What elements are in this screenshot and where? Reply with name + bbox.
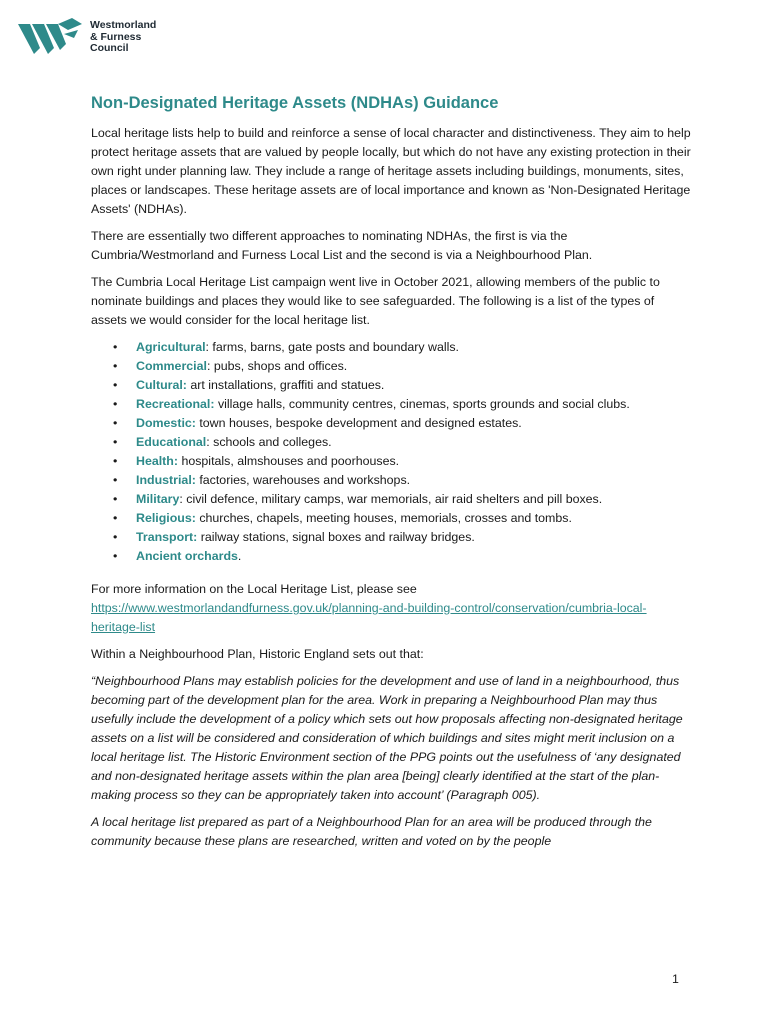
- local-heritage-list-link[interactable]: https://www.westmorlandandfurness.gov.uk/planning-and-building-control/conservation/cumbria-local-heritage-list: [91, 601, 647, 634]
- bullet-icon: •: [113, 473, 118, 487]
- bullet-icon: •: [113, 511, 118, 525]
- asset-desc: hospitals, almshouses and poorhouses.: [178, 454, 400, 468]
- bullet-icon: •: [113, 416, 118, 430]
- list-item: [91, 338, 691, 357]
- approaches-paragraph: There are essentially two different approaches to nominating NDHAs, the first is via the Cumbria/Westmorland and Furness Local List and the second is via a Neighbourhood Plan.: [91, 229, 593, 262]
- asset-desc: factories, warehouses and workshops.: [195, 473, 411, 487]
- bullet-icon: •: [113, 454, 118, 468]
- list-item: [91, 509, 691, 528]
- bullet-icon: •: [113, 359, 118, 373]
- asset-term: Agricultural: [136, 340, 206, 354]
- list-item: [91, 376, 691, 395]
- asset-term: Commercial: [136, 359, 207, 373]
- page-number: 1: [672, 972, 679, 986]
- asset-term: Ancient orchards: [136, 549, 238, 563]
- asset-desc: : civil defence, military camps, war memorials, air raid shelters and pill boxes.: [179, 492, 603, 506]
- asset-desc: town houses, bespoke development and designed estates.: [195, 416, 522, 430]
- asset-term: Transport:: [136, 530, 198, 544]
- bullet-icon: •: [113, 435, 118, 449]
- council-logo-icon: [18, 18, 84, 54]
- list-item: [91, 471, 691, 490]
- intro-paragraph: Local heritage lists help to build and reinforce a sense of local character and distinctiveness. They aim to help protect heritage assets that are valued by people locally, but which do not have any existing protection in their own right under planning law. They include a range of heritage assets including buildings, monuments, sites, places or landscapes. These heritage assets are of local importance and known as 'Non-Designated Heritage Assets' (NDHAs).: [91, 126, 691, 216]
- bullet-icon: •: [113, 492, 118, 506]
- list-item: [91, 490, 691, 509]
- asset-desc: village halls, community centres, cinemas, sports grounds and social clubs.: [214, 397, 630, 411]
- campaign-paragraph: The Cumbria Local Heritage List campaign went live in October 2021, allowing members of the public to nominate buildings and places they would like to see safeguarded. The following is a list of the types of assets we would consider for the local heritage list.: [91, 275, 660, 327]
- council-logo: [18, 18, 156, 55]
- council-name: [90, 20, 156, 55]
- council-name-line1: Westmorland: [90, 19, 157, 31]
- asset-term: Cultural:: [136, 378, 187, 392]
- page-title: Non-Designated Heritage Assets (NDHAs) Guidance: [91, 94, 499, 112]
- asset-desc: churches, chapels, meeting houses, memorials, crosses and tombs.: [195, 511, 572, 525]
- list-item: [91, 414, 691, 433]
- neighbourhood-intro: Within a Neighbourhood Plan, Historic England sets out that:: [91, 647, 424, 661]
- asset-types-list: [91, 338, 691, 566]
- asset-desc: : schools and colleges.: [206, 435, 332, 449]
- document-body: [91, 92, 691, 859]
- list-item: [91, 395, 691, 414]
- asset-desc: : pubs, shops and offices.: [206, 359, 348, 373]
- bullet-icon: •: [113, 397, 118, 411]
- historic-england-quote: “Neighbourhood Plans may establish policies for the development and use of land in a neighbourhood, thus becoming part of the development plan for the area. Work in preparing a Neighbourhood Plan may thus usefully include the development of a policy which sets out how proposals affecting non-designated heritage assets on a list will be considered and consideration of which buildings and sites might merit inclusion on a local heritage list. The Historic Environment section of the PPG points out the usefulness of ‘any designated and non-designated heritage assets within the plan area [being] clearly identified at the start of the plan-making process so they can be appropriately taken into account’ (Paragraph 005).: [91, 674, 683, 802]
- list-item: [91, 433, 691, 452]
- asset-desc: .: [237, 549, 242, 563]
- asset-desc: railway stations, signal boxes and railway bridges.: [197, 530, 475, 544]
- council-name-line2: & Furness: [90, 30, 142, 43]
- bullet-icon: •: [113, 340, 118, 354]
- asset-term: Educational: [136, 435, 207, 449]
- asset-term: Religious:: [136, 511, 196, 525]
- list-item: [91, 528, 691, 547]
- asset-term: Health:: [136, 454, 178, 468]
- list-item: [91, 547, 691, 566]
- bullet-icon: •: [113, 549, 118, 563]
- asset-term: Domestic:: [136, 416, 196, 430]
- asset-term: Industrial:: [136, 473, 196, 487]
- closing-paragraph: A local heritage list prepared as part of a Neighbourhood Plan for an area will be produced through the community because these plans are researched, written and voted on by the people: [91, 815, 652, 848]
- more-info-text: For more information on the Local Heritage List, please see: [91, 582, 417, 596]
- asset-term: Military: [136, 492, 180, 506]
- bullet-icon: •: [113, 530, 118, 544]
- asset-desc: art installations, graffiti and statues.: [186, 378, 385, 392]
- list-item: [91, 357, 691, 376]
- council-name-line3: Council: [90, 42, 129, 54]
- bullet-icon: •: [113, 378, 118, 392]
- asset-desc: : farms, barns, gate posts and boundary walls.: [205, 340, 459, 354]
- list-item: [91, 452, 691, 471]
- asset-term: Recreational:: [136, 397, 215, 411]
- more-info-paragraph: [91, 580, 691, 637]
